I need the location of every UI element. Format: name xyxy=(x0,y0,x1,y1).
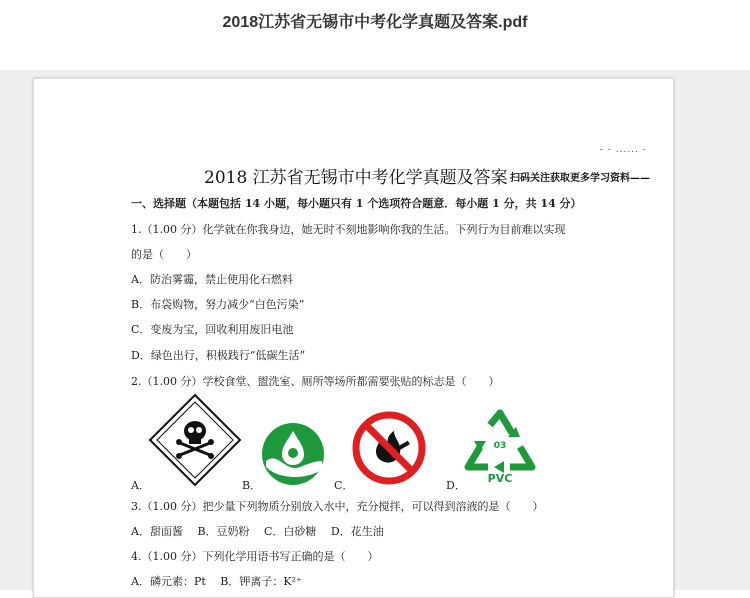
q4-stem: 4.（1.00 分）下列化学用语书写正确的是（ ） xyxy=(131,550,379,563)
q1-option-c: C．变废为宝，回收利用废旧电池 xyxy=(131,323,294,336)
q3-options: A．甜面酱 B．豆奶粉 C．白砂糖 D．花生油 xyxy=(131,525,384,538)
q2-label-c: C． xyxy=(334,479,354,492)
q1-option-b: B．布袋购物，努力减少“白色污染” xyxy=(131,298,305,311)
q2-label-b: B． xyxy=(242,479,262,492)
document-heading: 2018 江苏省无锡市中考化学真题及答案 xyxy=(204,168,508,188)
q1-stem-line2: 的是（ ） xyxy=(131,248,197,261)
q1-option-a: A．防治雾霾，禁止使用化石燃料 xyxy=(131,273,293,286)
q1-stem-line1: 1.（1.00 分）化学就在你我身边，她无时不刻地影响你我的生活。下列行为目前难以实现 xyxy=(131,223,566,236)
water-saving-icon xyxy=(260,421,326,491)
promo-text: 扫码关注获取更多学习资料—— xyxy=(510,173,650,184)
section-heading: 一、选择题（本题包括 14 小题，每小题只有 1 个选项符合题意．每小题 1 分，共 14 分） xyxy=(131,197,582,210)
document-viewer[interactable] xyxy=(0,70,750,590)
no-fire-icon xyxy=(352,411,426,489)
file-title: 2018江苏省无锡市中考化学真题及答案.pdf xyxy=(222,14,528,31)
recycle-label: PVC xyxy=(487,472,513,485)
q2-stem: 2.（1.00 分）学校食堂、盥洗室、厕所等场所都需要张贴的标志是（ ） xyxy=(131,375,500,388)
q2-label-d: D． xyxy=(446,479,466,492)
corner-mark: - - ...... - xyxy=(600,145,647,155)
q1-option-d: D．绿色出行，积极践行“低碳生活” xyxy=(131,349,306,362)
q4-options: A．磷元素：Pt B．钾离子：K²⁺ xyxy=(131,575,302,588)
pdf-page xyxy=(33,78,674,598)
q2-label-a: A． xyxy=(131,479,150,492)
recycle-code: 03 xyxy=(493,441,507,451)
q3-stem: 3.（1.00 分）把少量下列物质分别放入水中，充分搅拌，可以得到溶液的是（ ） xyxy=(131,500,544,513)
toxic-skull-icon xyxy=(148,393,242,491)
title-bar xyxy=(0,0,750,70)
